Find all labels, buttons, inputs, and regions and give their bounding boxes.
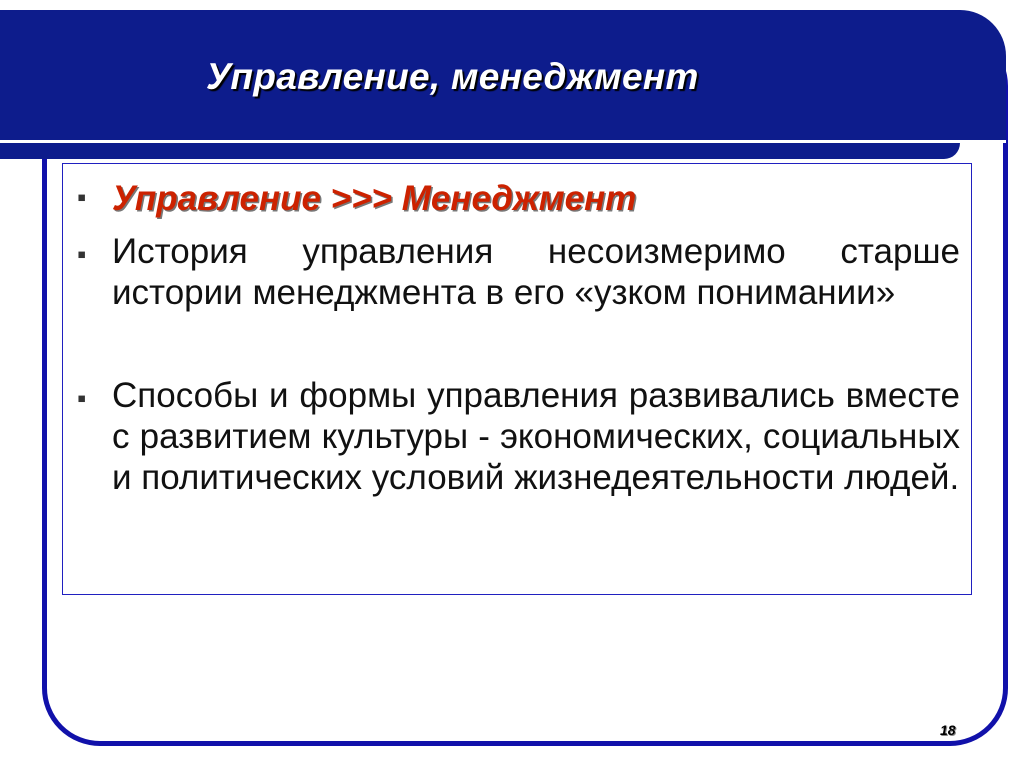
bullet-marker: ▪: [77, 182, 87, 212]
slide-number: 18: [940, 722, 956, 738]
bullet-marker: ▪: [77, 239, 87, 269]
bullet-item-heading: Управление >>> Менеджмент: [112, 179, 637, 218]
content-box: [62, 163, 972, 595]
title-bar-shadow: [0, 143, 960, 159]
bullet-marker: ▪: [77, 383, 87, 413]
slide-title: Управление, менеджмент: [206, 56, 699, 97]
bullet-item-methods: Способы и формы управления развивались вместе с развитием культуры - экономических, социальных и политических условий жизнедеятельности людей.: [112, 376, 960, 497]
bullet-item-history: История управления несоизмеримо старше истории менеджмента в его «узком понимании»: [112, 232, 960, 312]
